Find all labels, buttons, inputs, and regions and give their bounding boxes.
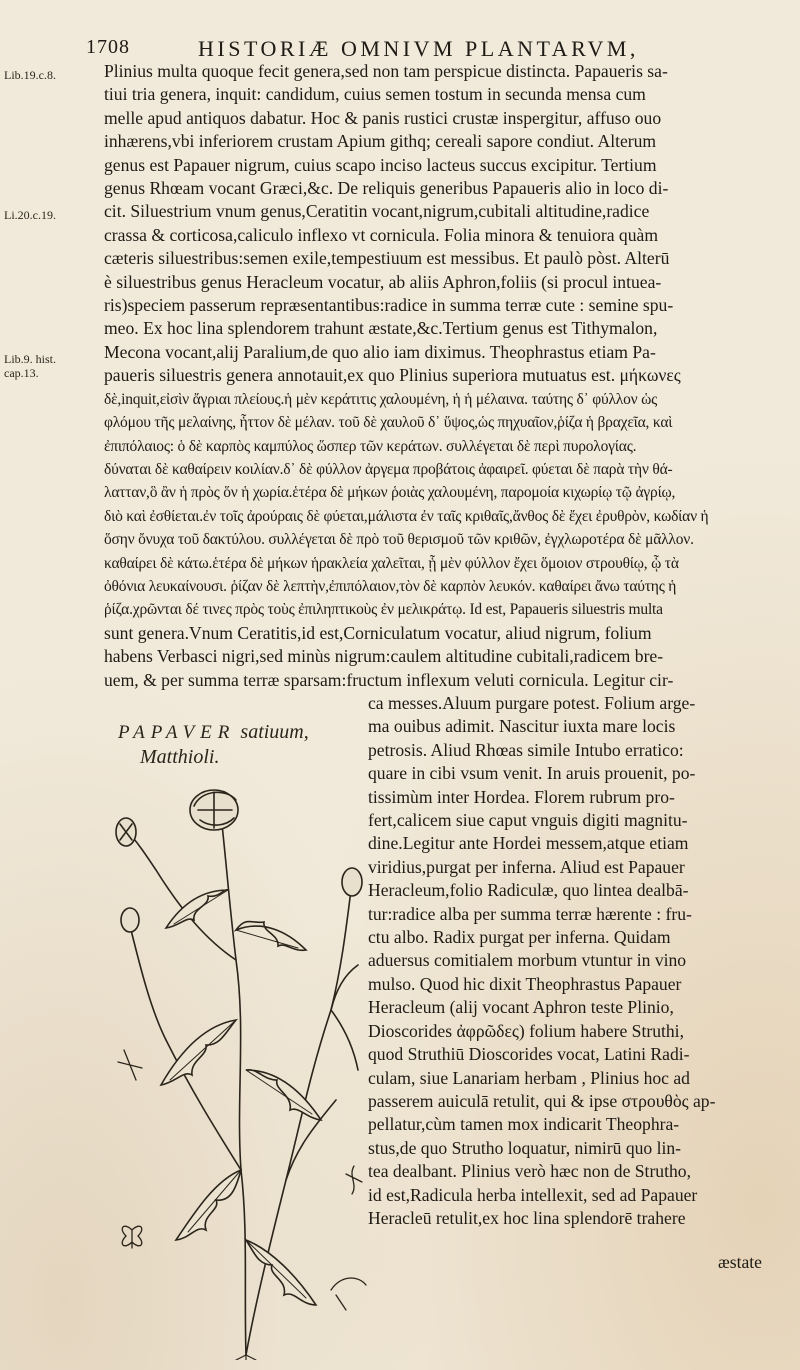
- text-line: cæteris siluestribus:semen exile,tempestiuum est messibus. Et paulò pòst. Alterū: [104, 248, 670, 269]
- text-line: tissimùm inter Hordea. Florem rubrum pro-: [368, 786, 675, 807]
- greek-line: ὀθόνια λευκαίνουσι. ῥίζαν δὲ λεπτὴν,ἐπιπόλαιον,τὸν δὲ καρπὸν λευκόν. καθαίρει ἄνω ταύτης ἡ: [104, 577, 677, 595]
- text-line: Heracleū retulit,ex hoc lina splendorē trahere: [368, 1207, 686, 1228]
- text-line: uem, & per summa terræ sparsam:fructum inflexum veluti cornicula. Legitur cir-: [104, 669, 674, 690]
- margin-note: Li.20.c.19.: [4, 208, 56, 222]
- text-line: crassa & corticosa,caliculo inflexo vt cornicula. Folia minora & tenuiora quàm: [104, 224, 659, 245]
- text-line: genus est Papauer nigrum, cuius scapo inciso lacteus succus excipitur. Tertium: [104, 154, 657, 175]
- page-number: 1708: [86, 36, 130, 58]
- text-line: cit. Siluestrium vnum genus,Ceratitin vocant,nigrum,cubitali altitudine,radice: [104, 201, 650, 222]
- caption-title: PAPAVER: [118, 722, 236, 743]
- text-line: sunt genera.Vnum Ceratitis,id est,Corniculatum vocatur, aliud nigrum, folium: [104, 622, 652, 643]
- text-line: viridius,purgat per inferna. Aliud est Papauer: [368, 856, 685, 877]
- text-line: passerem auiculā retulit, qui & ipse στρουθὸς ap-: [368, 1090, 716, 1111]
- text-line: Plinius multa quoque fecit genera,sed non tam perspicue distincta. Papaueris sa-: [104, 61, 668, 81]
- text-line: dine.Legitur ante Hordei messem,atque etiam: [368, 833, 689, 854]
- text-line: Dioscorides ἀφρῶδες) folium habere Struthi,: [368, 1020, 684, 1041]
- greek-line: δύναται δὲ καθαίρειν κοιλίαν.δ᾽ δὲ φύλλον ἀργεμα προβάτοις ἀφαιρεῖ. φύεται δὲ παρὰ τὴν θά-: [104, 460, 673, 478]
- text-line: Mecona vocant,alij Paralium,de quo alio iam diximus. Theophrastus etiam Pa-: [104, 341, 656, 362]
- text-line: quod Struthiū Dioscorides vocat, Latini Radi-: [368, 1044, 690, 1065]
- running-title: HISTORIÆ OMNIVM PLANTARVM,: [198, 36, 639, 61]
- text-line: mulso. Quod hic dixit Theophrastus Papauer: [368, 973, 682, 994]
- greek-line: ἐπιπόλαιος: ὁ δὲ καρπὸς καμπύλος ὥσπερ τῶν κεράτων. συλλέγεται δὲ περὶ πυρολογίας.: [104, 437, 637, 455]
- greek-line: ῥίζα.χρῶνται δέ τινες πρὸς τοὺς ἐπιληπτικοὺς ἐν μελικράτῳ. Id est, Papaueris siluestris multa: [104, 601, 663, 619]
- greek-line: διὸ καὶ ἐσθίεται.ἐν τοῖς ἀρούραις δὲ φύεται,μάλιστα ἐν ταῖς κριθαῖς,ἄνθος δὲ ἔχει ἐρυθρὸν, κωδίαν ἡ: [104, 507, 709, 525]
- text-line: culam, siue Lanariam herbam , Plinius hoc ad: [368, 1067, 690, 1088]
- text-line: genus Rhœam vocant Græci,&c. De reliquis generibus Papaueris alio in loco di-: [104, 178, 669, 199]
- text-line: tea dealbant. Plinius verò hæc non de Strutho,: [368, 1161, 691, 1182]
- text-line: Heracleum (alij vocant Aphron teste Plinio,: [368, 997, 674, 1018]
- text-line: paueris siluestris genera annotauit,ex quo Plinius superiora mutuatus est. μήκωνες: [104, 365, 681, 386]
- margin-note: Lib.9. hist. cap.13.: [4, 352, 57, 380]
- text-line: Heracleum,folio Radiculæ, quo lintea dealbā-: [368, 880, 689, 901]
- text-line: fert,calicem siue caput vnguis digiti magnitu-: [368, 810, 688, 831]
- main-text-block: [104, 60, 784, 692]
- side-text-block: [368, 692, 782, 1230]
- greek-line: δὲ,inquit,εἰσὶν ἄγριαι πλείους.ἡ μὲν κεράτιτις χαλουμένη, ἡ ἡ μέλαινα. ταύτης δ᾽ φύλλον ὡς: [104, 390, 658, 408]
- text-line: habens Verbasci nigri,sed minùs nigrum:caulem altitudine cubitali,radicem bre-: [104, 646, 664, 667]
- text-line: ma ouibus adimit. Nascitur iuxta mare locis: [368, 716, 676, 737]
- text-line: inhærens,vbi inferiorem crustam Apium githq; cereali sapore condiut. Alterum: [104, 131, 657, 152]
- text-line: quare in cibi vsum venit. In aruis prouenit, po-: [368, 763, 696, 784]
- text-line: pellatur,cùm tamen mox indicarit Theophra-: [368, 1114, 680, 1135]
- text-line: melle apud antiquos dabatur. Hoc & panis rustici crustæ inspergitur, affuso ouo: [104, 107, 662, 128]
- text-line: meo. Ex hoc lina splendorem trahunt æstate,&c.Tertium genus est Tithymalon,: [104, 318, 658, 339]
- text-line: tiui tria genera, inquit: candidum, cuius semen tostum in secunda mensa cum: [104, 84, 646, 105]
- poppy-woodcut-illustration: [96, 770, 368, 1360]
- text-line: tur:radice alba per summa terræ hærente : fru-: [368, 903, 692, 924]
- text-line: stus,de quo Strutho loquatur, nimirū quo lin-: [368, 1137, 682, 1158]
- caption-title-rest: satiuum,: [240, 721, 309, 743]
- text-line: ctu albo. Radix purgat per inferna. Quidam: [368, 927, 671, 948]
- greek-line: λατταν,ὃ ἂν ἡ πρὸς ὅν ἡ χωρία.ἑτέρα δὲ μήκων ῥοιὰς χαλουμένη, παρομοία κιχωρίῳ τῷ ἀγρίῳ,: [104, 484, 676, 502]
- greek-line: φλόμου τῆς μελαίνης, ἧττον δὲ μέλαν. τοῦ δὲ χαυλοῦ δ᾽ ὕψος,ὡς πηχυαῖον,ῥίζα ἡ βραχεῖα, καὶ: [104, 414, 673, 432]
- text-line: petrosis. Aliud Rhœas simile Intubo erratico:: [368, 739, 684, 760]
- catchword: æstate: [718, 1252, 762, 1272]
- greek-line: ὅσην ὄνυχα τοῦ δακτύλου. συλλέγεται δὲ πρὸ τοῦ θερισμοῦ τῶν κριθῶν, ἐγχλωροτέρα δὲ μᾶλλον.: [104, 531, 694, 549]
- caption-author: Matthioli.: [140, 746, 220, 768]
- text-line: ca messes.Aluum purgare potest. Folium arge-: [368, 693, 696, 713]
- text-line: id est,Radicula herba intellexit, sed ad Papauer: [368, 1184, 698, 1205]
- text-line: aduersus comitialem morbum vtuntur in vino: [368, 950, 687, 971]
- text-line: ris)speciem passerum repræsentantibus:radice in summa terræ cute : semine spu-: [104, 295, 674, 316]
- margin-note: Lib.19.c.8.: [4, 68, 56, 82]
- text-line: è siluestribus genus Heracleum vocatur, ab aliis Aphron,foliis (si procul intuea-: [104, 271, 662, 292]
- greek-line: καθαίρει δὲ κάτω.ἑτέρα δὲ μήκων ἡρακλεία χαλεῖται, ᾗ μὲν φύλλον ἔχει ὅμοιον στρουθίῳ, ᾧ τὰ: [104, 554, 679, 572]
- illustration-caption: [118, 720, 358, 769]
